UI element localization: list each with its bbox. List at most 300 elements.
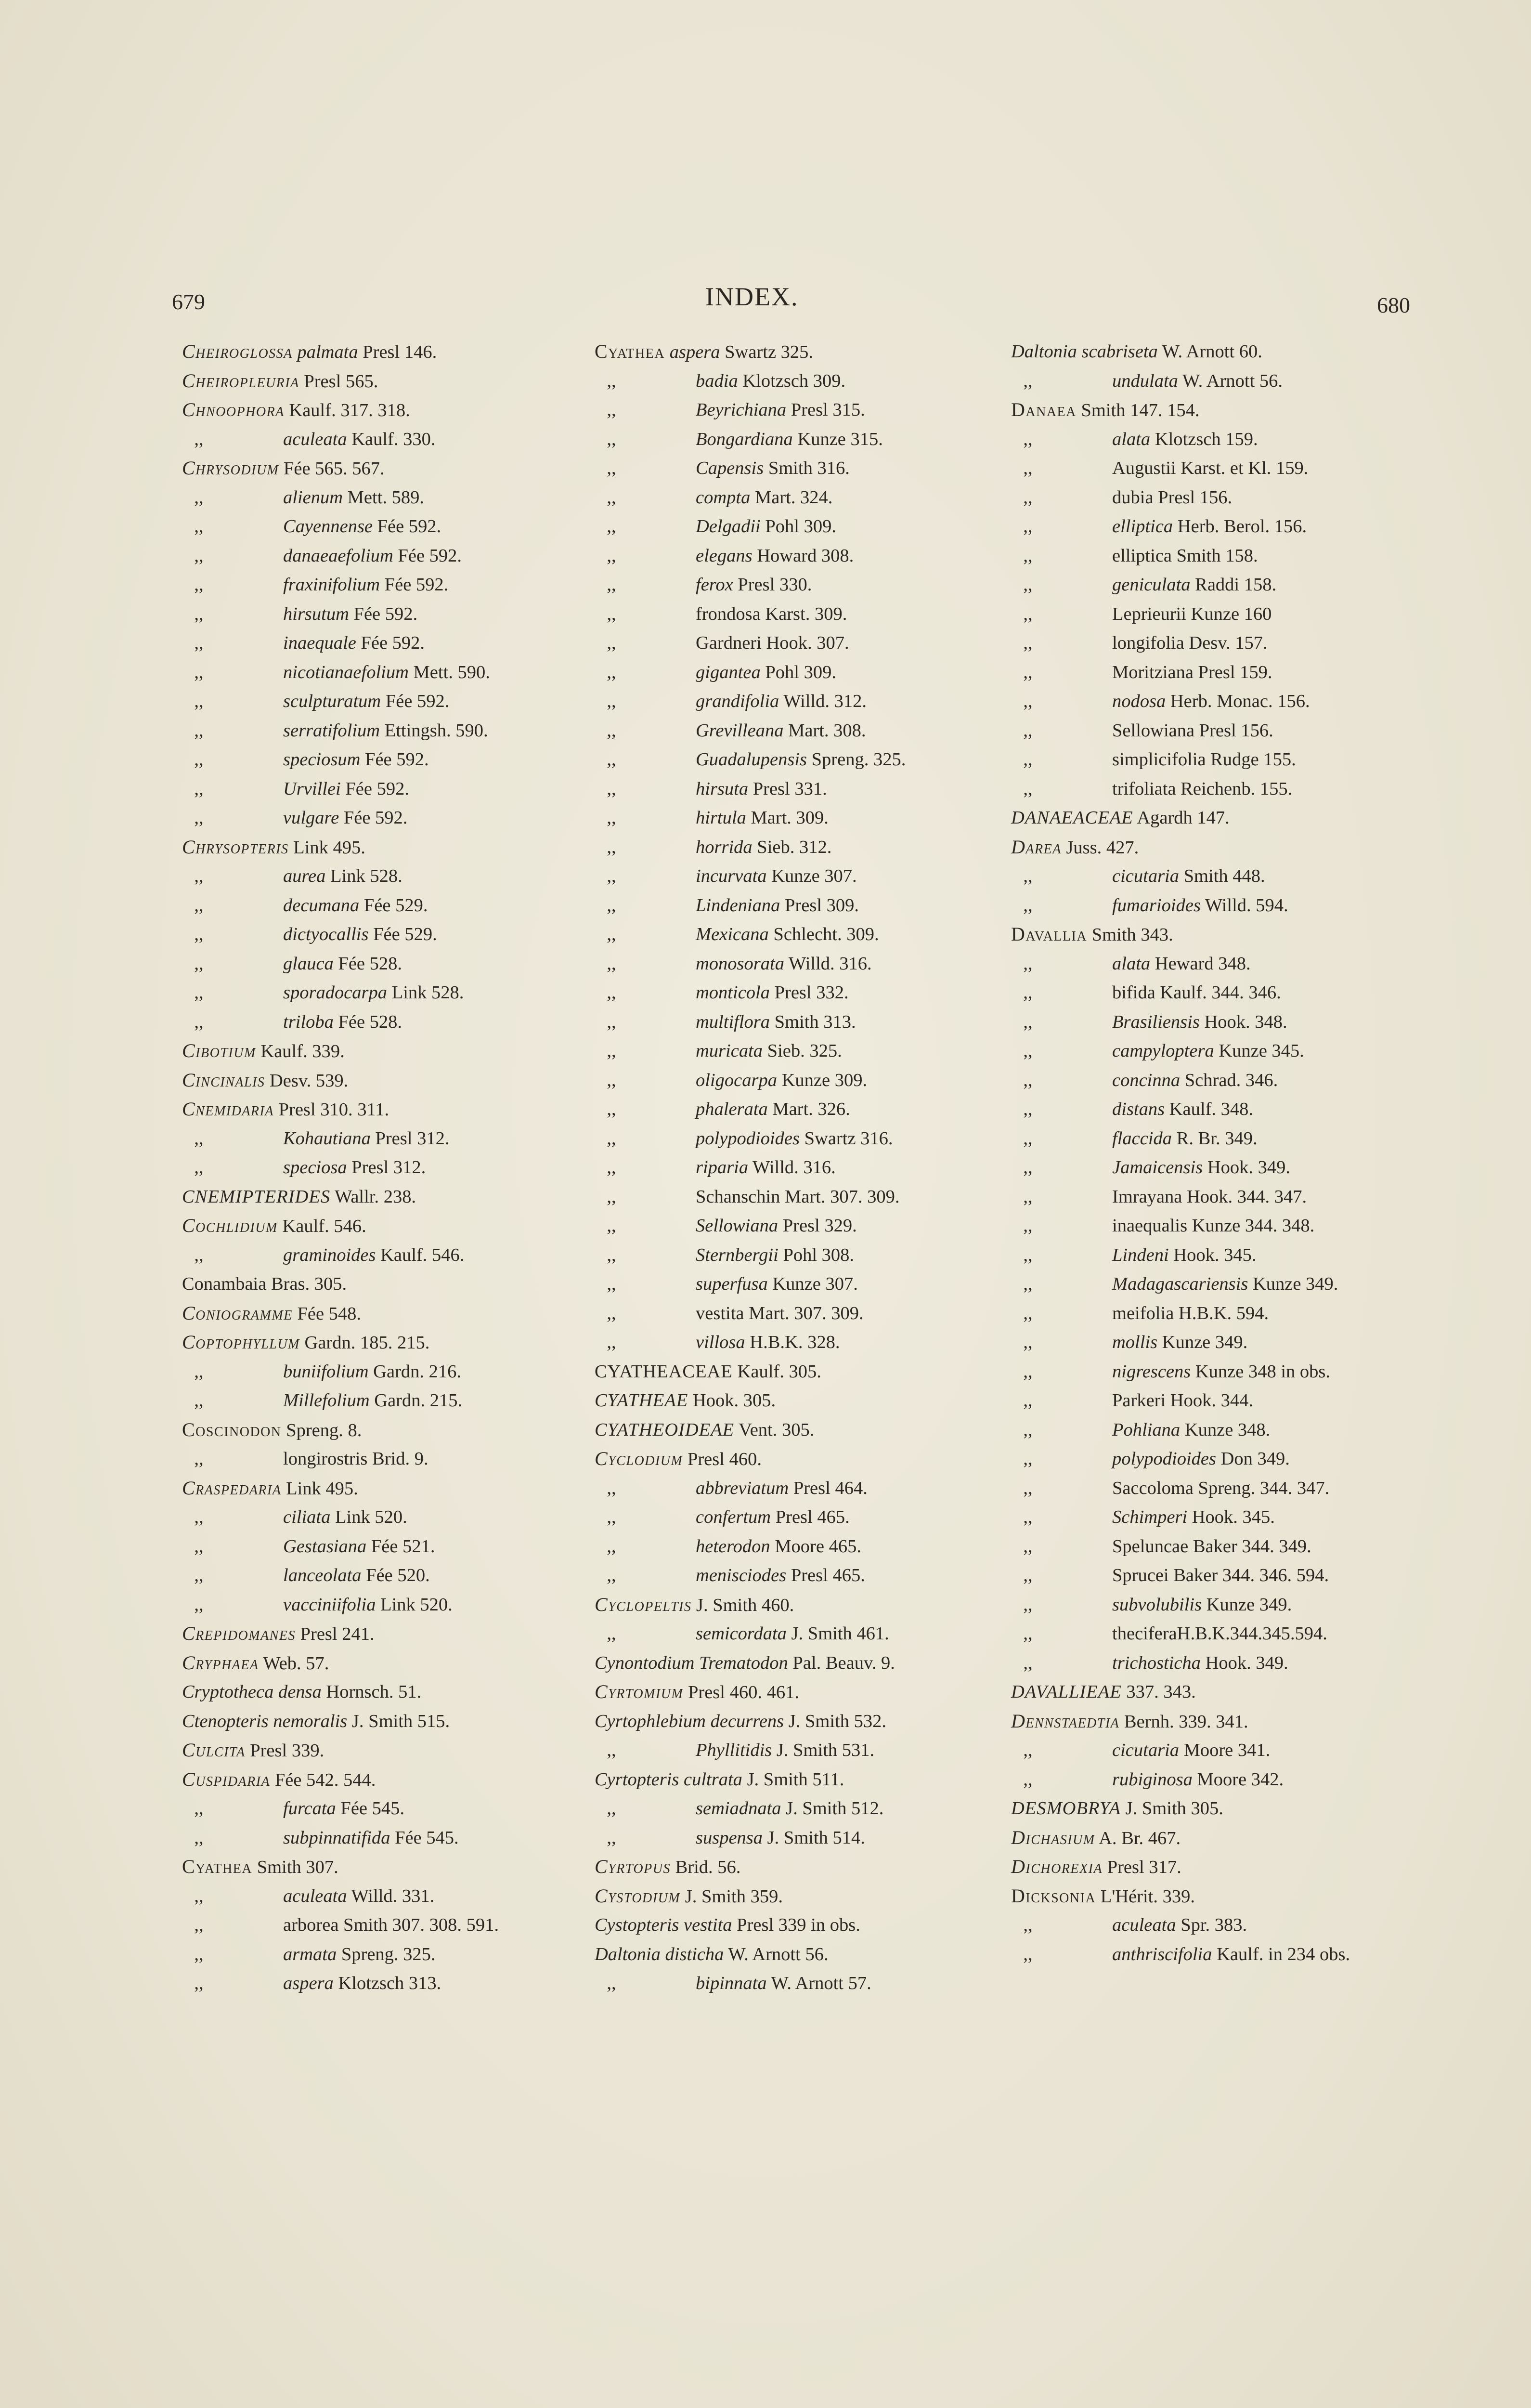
index-entry [182,1269,577,1299]
authority: Hornsch. 51. [326,1682,422,1702]
species-epithet: cicutaria [1112,866,1179,886]
ditto-mark: ,, [194,1798,204,1819]
species-epithet: subvolubilis [1112,1594,1202,1615]
authority: Herb. Monac. 156. [1170,691,1310,711]
authority: Smith 147. 154. [1081,400,1200,420]
index-column-3 [1011,337,1420,1969]
index-entry [1011,833,1420,862]
ditto-indent [595,833,696,862]
ditto-indent [182,600,283,629]
ditto-mark: ,, [607,1478,616,1498]
authority: A. Br. 467. [1099,1828,1181,1848]
ditto-indent [182,1008,283,1037]
authority: Mett. 589. [347,487,425,508]
genus-name: Chnoophora [182,399,285,420]
species-epithet: polypodioides [1112,1449,1216,1469]
ditto-indent [595,1736,696,1765]
index-entry [1011,658,1420,687]
index-entry [182,1794,577,1823]
index-entry [1011,1940,1420,1969]
authority: Fée 548. [297,1303,362,1324]
index-entry [1011,745,1420,774]
index-entry [595,1823,1004,1853]
authority: Kaulf. 317. 318. [289,400,410,420]
species-epithet: sculpturatum [283,691,381,711]
index-entry [182,1415,577,1445]
ditto-indent [182,745,283,774]
species-epithet: Mexicana [696,924,769,944]
authority: Hook. 349. [1207,1157,1290,1178]
ditto-indent [595,366,696,396]
authority: elliptica Smith 158. [1112,545,1258,566]
index-entry [595,1386,1004,1415]
ditto-mark: ,, [607,575,616,595]
ditto-indent [595,1794,696,1823]
index-entry [1011,1386,1420,1415]
ditto-indent [182,1532,283,1561]
ditto-indent [1011,862,1112,891]
species-epithet: menisciodes [696,1565,787,1585]
index-entry [182,1969,577,1998]
species-epithet: aculeata [283,1885,347,1906]
authority: Spreng. 325. [811,749,906,770]
page-number-left: 679 [172,289,205,314]
authority: Gardneri Hook. 307. [696,633,849,653]
authority: Sieb. 312. [757,837,832,857]
ditto-mark: ,, [1023,1449,1033,1469]
index-entry [182,1649,577,1678]
authority: Presl 315. [791,400,865,420]
index-entry [182,1036,577,1066]
index-entry [1011,1911,1420,1940]
index-entry [595,1561,1004,1590]
species-epithet: Guadalupensis [696,749,807,770]
ditto-mark: ,, [607,778,616,799]
ditto-indent [182,628,283,658]
ditto-mark: ,, [607,1303,616,1323]
ditto-mark: ,, [607,895,616,916]
index-entry [182,891,577,920]
ditto-mark: ,, [1023,1944,1033,1964]
species-epithet: Schimperi [1112,1507,1188,1527]
genus-name: Cystodium [595,1885,681,1907]
ditto-indent [595,1095,696,1124]
authority: Smith 316. [768,458,850,478]
index-entry [1011,395,1420,425]
species-epithet: Kohautiana [283,1128,371,1149]
ditto-indent [1011,978,1112,1008]
species-epithet: Gestasiana [283,1536,367,1557]
authority: Moore 341. [1183,1740,1271,1760]
binomial-name: Ctenopteris nemoralis [182,1711,348,1731]
ditto-mark: ,, [1023,866,1033,886]
index-entry [1011,1357,1420,1387]
ditto-mark: ,, [194,487,204,508]
ditto-indent [1011,774,1112,804]
authority: Raddi 158. [1195,575,1277,595]
authority: Fée 592. [384,575,449,595]
authority: Swartz 316. [804,1128,893,1149]
species-epithet: compta [696,487,751,508]
species-epithet: aspera [283,1973,334,1993]
binomial-name: Cystopteris vestita [595,1915,732,1935]
ditto-mark: ,, [1023,1623,1033,1644]
species-epithet: nicotianaefolium [283,662,409,682]
ditto-mark: ,, [1023,370,1033,391]
authority: Sprucei Baker 344. 346. 594. [1112,1565,1329,1585]
index-entry [595,1736,1004,1765]
authority: Wallr. 238. [335,1186,416,1207]
index-entry [182,862,577,891]
authority: Hook. 348. [1204,1011,1287,1032]
ditto-indent [595,1532,696,1561]
ditto-mark: ,, [607,1099,616,1119]
authority: Agardh 147. [1137,808,1230,828]
ditto-mark: ,, [1023,1216,1033,1236]
authority: Kunze 348. [1184,1419,1271,1440]
ditto-indent [1011,1619,1112,1649]
ditto-mark: ,, [1023,953,1033,974]
ditto-mark: ,, [607,1740,616,1760]
species-epithet: lanceolata [283,1565,362,1585]
genus-name: Cyclopeltis [595,1593,692,1615]
genus-name: Craspedaria [182,1477,282,1499]
species-epithet: oligocarpa [696,1070,777,1090]
index-entry [182,1940,577,1969]
binomial-name: Daltonia disticha [595,1944,724,1964]
ditto-indent [595,774,696,804]
ditto-mark: ,, [607,1070,616,1090]
ditto-mark: ,, [1023,1652,1033,1673]
ditto-mark: ,, [194,662,204,682]
ditto-mark: ,, [1023,1536,1033,1557]
authority: Presl 309. [785,895,859,916]
authority: W. Arnott 57. [771,1973,871,1993]
authority: Mart. 326. [772,1099,850,1119]
index-entry [595,454,1004,483]
index-entry [182,1882,577,1911]
species-epithet: furcata [283,1798,336,1819]
index-entry [1011,1008,1420,1037]
species-epithet: Sternbergii [696,1244,778,1265]
ditto-mark: ,, [1023,1011,1033,1032]
ditto-mark: ,, [607,1623,616,1644]
authority: J. Smith 359. [685,1886,783,1907]
index-entry [595,628,1004,658]
authority: Moore 342. [1197,1769,1284,1790]
index-entry [182,1357,577,1387]
ditto-indent [1011,1474,1112,1503]
authority: Smith 313. [774,1011,856,1032]
ditto-mark: ,, [1023,603,1033,624]
genus-name: Davallia [1011,923,1088,945]
index-entry [595,1095,1004,1124]
ditto-indent [182,803,283,833]
species-epithet: elegans [696,545,753,566]
family-name: DANAEACEAE [1011,808,1133,828]
ditto-indent [182,1444,283,1474]
index-entry [1011,1299,1420,1328]
species-epithet: nigrescens [1112,1361,1191,1382]
authority: Fée 592. [345,778,409,799]
authority: Spr. 383. [1181,1915,1247,1935]
index-entry [1011,1182,1420,1212]
ditto-indent [595,949,696,979]
index-entry [182,512,577,541]
running-header: INDEX. [705,282,799,311]
ditto-mark: ,, [194,1885,204,1906]
genus-name: Cryphaea [182,1651,259,1674]
index-entry [595,1415,1004,1445]
ditto-indent [595,862,696,891]
ditto-mark: ,, [194,982,204,1003]
authority: Kaulf. 305. [737,1361,821,1382]
genus-name: Cuspidaria [182,1768,271,1790]
index-entry [182,1823,577,1853]
authority: Don 349. [1220,1449,1290,1469]
species-epithet: speciosa [283,1157,347,1178]
authority: Link 528. [391,982,464,1003]
authority: Gardn. 185. 215. [304,1333,430,1353]
ditto-mark: ,, [1023,720,1033,741]
ditto-mark: ,, [1023,982,1033,1003]
genus-name: Cheiropleuria [182,369,299,392]
ditto-mark: ,, [194,866,204,886]
index-entry [182,1736,577,1765]
index-entry [1011,366,1420,396]
authority: W. Arnott 60. [1162,341,1262,362]
authority: Swartz 325. [725,342,814,362]
authority: Pohl 309. [765,516,836,537]
index-entry [182,1386,577,1415]
index-entry [595,833,1004,862]
ditto-indent [595,570,696,600]
ditto-indent [595,891,696,920]
species-epithet: incurvata [696,866,767,886]
species-epithet: armata [283,1944,337,1964]
index-entry [1011,1444,1420,1474]
authority: Presl 565. [304,371,378,392]
species-epithet: graminoides [283,1244,376,1265]
species-epithet: gigantea [696,662,761,682]
authority: J. Smith 511. [747,1769,844,1790]
index-entry [1011,1852,1420,1882]
authority: Mett. 590. [413,662,490,682]
authority: Heward 348. [1155,953,1251,974]
ditto-mark: ,, [607,866,616,886]
ditto-indent [1011,1444,1112,1474]
index-entry [1011,1882,1420,1911]
ditto-indent [595,978,696,1008]
index-entry [1011,862,1420,891]
ditto-mark: ,, [1023,1361,1033,1382]
genus-name: Cyclodium [595,1448,683,1469]
species-epithet: concinna [1112,1070,1181,1090]
species-epithet: villosa [696,1332,745,1352]
index-entry [182,920,577,949]
ditto-mark: ,, [194,953,204,974]
genus-name: Cincinalis [182,1069,265,1091]
authority: J. Smith 461. [791,1623,889,1644]
index-entry [595,1852,1004,1882]
genus-name: Culcita [182,1739,246,1761]
species-epithet: riparia [696,1157,749,1178]
authority: Fée 565. 567. [284,458,385,479]
species-epithet: alata [1112,429,1151,449]
index-entry [595,1036,1004,1066]
authority: Fée 545. [395,1827,459,1848]
ditto-mark: ,, [607,1536,616,1557]
authority: Fée 529. [373,924,437,944]
index-entry [182,1328,577,1357]
species-epithet: polypodioides [696,1128,800,1149]
authority: Kunze 345. [1219,1041,1304,1061]
ditto-indent [182,1940,283,1969]
authority: Kunze 348 in obs. [1195,1361,1331,1382]
index-entry [595,600,1004,629]
species-epithet: Pohliana [1112,1419,1181,1440]
index-entry [182,1503,577,1532]
index-entry [182,716,577,746]
index-entry [182,803,577,833]
ditto-mark: ,, [194,691,204,711]
genus-name: Cyrtopus [595,1856,671,1877]
ditto-mark: ,, [607,953,616,974]
species-epithet: Brasiliensis [1112,1011,1200,1032]
ditto-mark: ,, [194,516,204,537]
genus-name: Dennstaedtia [1011,1710,1120,1732]
authority: simplicifolia Rudge 155. [1112,749,1296,770]
species-epithet: Madagascariensis [1112,1274,1248,1294]
ditto-mark: ,, [1023,1419,1033,1440]
index-entry [182,1182,577,1212]
ditto-mark: ,, [607,487,616,508]
index-entry [595,483,1004,512]
ditto-indent [1011,1095,1112,1124]
authority: arborea Smith 307. 308. 591. [283,1915,499,1935]
ditto-mark: ,, [194,1244,204,1265]
index-column-1 [182,337,577,1998]
index-entry [1011,1532,1420,1561]
index-entry [182,1008,577,1037]
index-entry [1011,1474,1420,1503]
species-epithet: badia [696,370,738,391]
index-entry [595,1794,1004,1823]
ditto-indent [1011,1532,1112,1561]
ditto-indent [1011,1561,1112,1590]
authority: Link 528. [330,866,402,886]
authority: Presl 312. [351,1157,426,1178]
genus-name: Cyrtomium [595,1681,684,1702]
ditto-indent [1011,425,1112,454]
authority: Kaulf. 348. [1169,1099,1254,1119]
ditto-mark: ,, [1023,1740,1033,1760]
authority: Gardn. 216. [373,1361,462,1382]
species-epithet: aculeata [283,429,347,449]
species-epithet: Beyrichiana [696,400,787,420]
authority: Moritziana Presl 159. [1112,662,1272,682]
authority: frondosa Karst. 309. [696,603,847,624]
species-epithet: triloba [283,1011,334,1032]
ditto-mark: ,, [607,458,616,478]
ditto-indent [595,628,696,658]
ditto-mark: ,, [607,400,616,420]
authority: W. Arnott 56. [728,1944,829,1964]
species-epithet: danaeaefolium [283,545,393,566]
ditto-mark: ,, [194,429,204,449]
species-epithet: monosorata [696,953,784,974]
ditto-indent [1011,745,1112,774]
index-entry [595,1969,1004,1998]
authority: meifolia H.B.K. 594. [1112,1303,1269,1323]
ditto-indent [595,803,696,833]
species-epithet: serratifolium [283,720,380,741]
index-entry [1011,1619,1420,1649]
ditto-mark: ,, [194,1944,204,1964]
ditto-mark: ,, [1023,458,1033,478]
index-entry [182,628,577,658]
species-epithet: monticola [696,982,770,1003]
authority: Hook. 345. [1192,1507,1275,1527]
ditto-indent [182,1357,283,1387]
authority: Presl 312. [375,1128,450,1149]
index-entry [1011,1561,1420,1590]
ditto-mark: ,, [607,837,616,857]
authority: Presl 330. [738,575,812,595]
authority: Presl 310. 311. [278,1099,389,1120]
index-entry [1011,949,1420,979]
authority: Kaulf. 330. [351,429,436,449]
ditto-indent [595,541,696,571]
ditto-indent [595,745,696,774]
binomial-name: Cynontodium Trematodon [595,1652,788,1673]
index-entry [1011,1649,1420,1678]
authority: W. Arnott 56. [1182,370,1283,391]
index-entry [182,978,577,1008]
authority: Vent. 305. [739,1419,815,1440]
ditto-mark: ,, [607,1216,616,1236]
ditto-indent [595,658,696,687]
index-entry [182,1707,577,1736]
ditto-mark: ,, [194,895,204,916]
ditto-mark: ,, [194,1507,204,1527]
ditto-indent [595,395,696,425]
ditto-mark: ,, [1023,895,1033,916]
index-entry [182,483,577,512]
ditto-mark: ,, [1023,575,1033,595]
ditto-mark: ,, [194,575,204,595]
ditto-indent [595,1124,696,1153]
authority: Fée 592. [398,545,462,566]
index-entry [182,1474,577,1503]
authority: Kunze 307. [771,866,857,886]
authority: Spreng. 325. [341,1944,436,1964]
ditto-mark: ,, [1023,1186,1033,1207]
authority: J. Smith 460. [696,1595,794,1615]
index-entry [182,1124,577,1153]
ditto-indent [182,512,283,541]
authority: Willd. 594. [1205,895,1288,916]
index-entry [595,774,1004,804]
ditto-mark: ,, [1023,1041,1033,1061]
species-epithet: Cayennense [283,516,373,537]
ditto-indent [595,920,696,949]
authority: J. Smith 305. [1125,1798,1223,1819]
species-epithet: fumarioides [1112,895,1201,916]
authority: Presl 241. [300,1624,375,1644]
species-epithet: grandifolia [696,691,779,711]
index-entry [182,1444,577,1474]
